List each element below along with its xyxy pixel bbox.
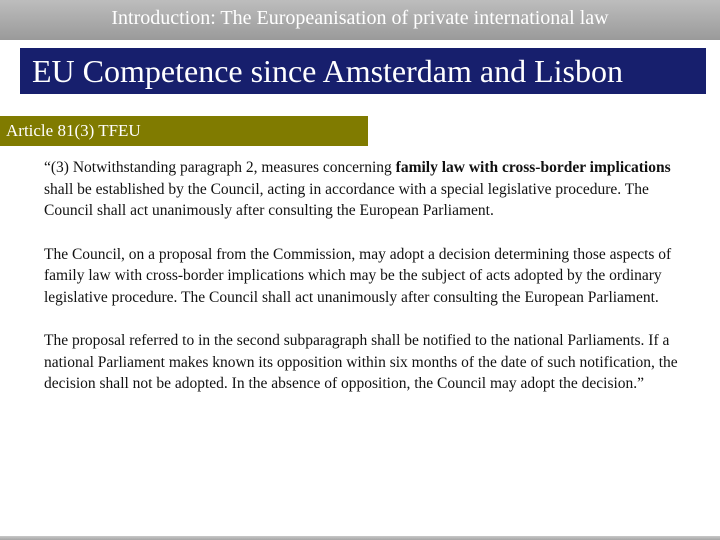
article-label: Article 81(3) TFEU	[6, 121, 141, 140]
paragraph-1-lead: “(3) Notwithstanding paragraph 2, measures concerning	[44, 159, 396, 176]
slide-title: EU Competence since Amsterdam and Lisbon	[32, 53, 623, 89]
paragraph-1	[44, 157, 698, 222]
article-quote	[44, 157, 698, 417]
footer-bar	[0, 536, 720, 540]
paragraph-1-rest: shall be established by the Council, acting in accordance with a special legislative procedure. The Council shall act unanimously after consulting the European Parliament.	[44, 180, 649, 219]
paragraph-2: The Council, on a proposal from the Commission, may adopt a decision determining those aspects of family law with cross-border implications which may be the subject of acts adopted by the ordinary legislative procedure. The Council shall act unanimously after consulting the European Parliament.	[44, 245, 672, 306]
slide-section-title: Introduction: The Europeanisation of private international law	[111, 7, 609, 29]
paragraph-3: The proposal referred to in the second subparagraph shall be notified to the national Parliaments. If a national Parliament makes known its opposition within six months of the date of such notification, the decision shall not be adopted. In the absence of opposition, the Council may adopt the decision.”	[44, 332, 678, 392]
paragraph-1-emphasis: family law with cross-border implications	[395, 159, 671, 176]
